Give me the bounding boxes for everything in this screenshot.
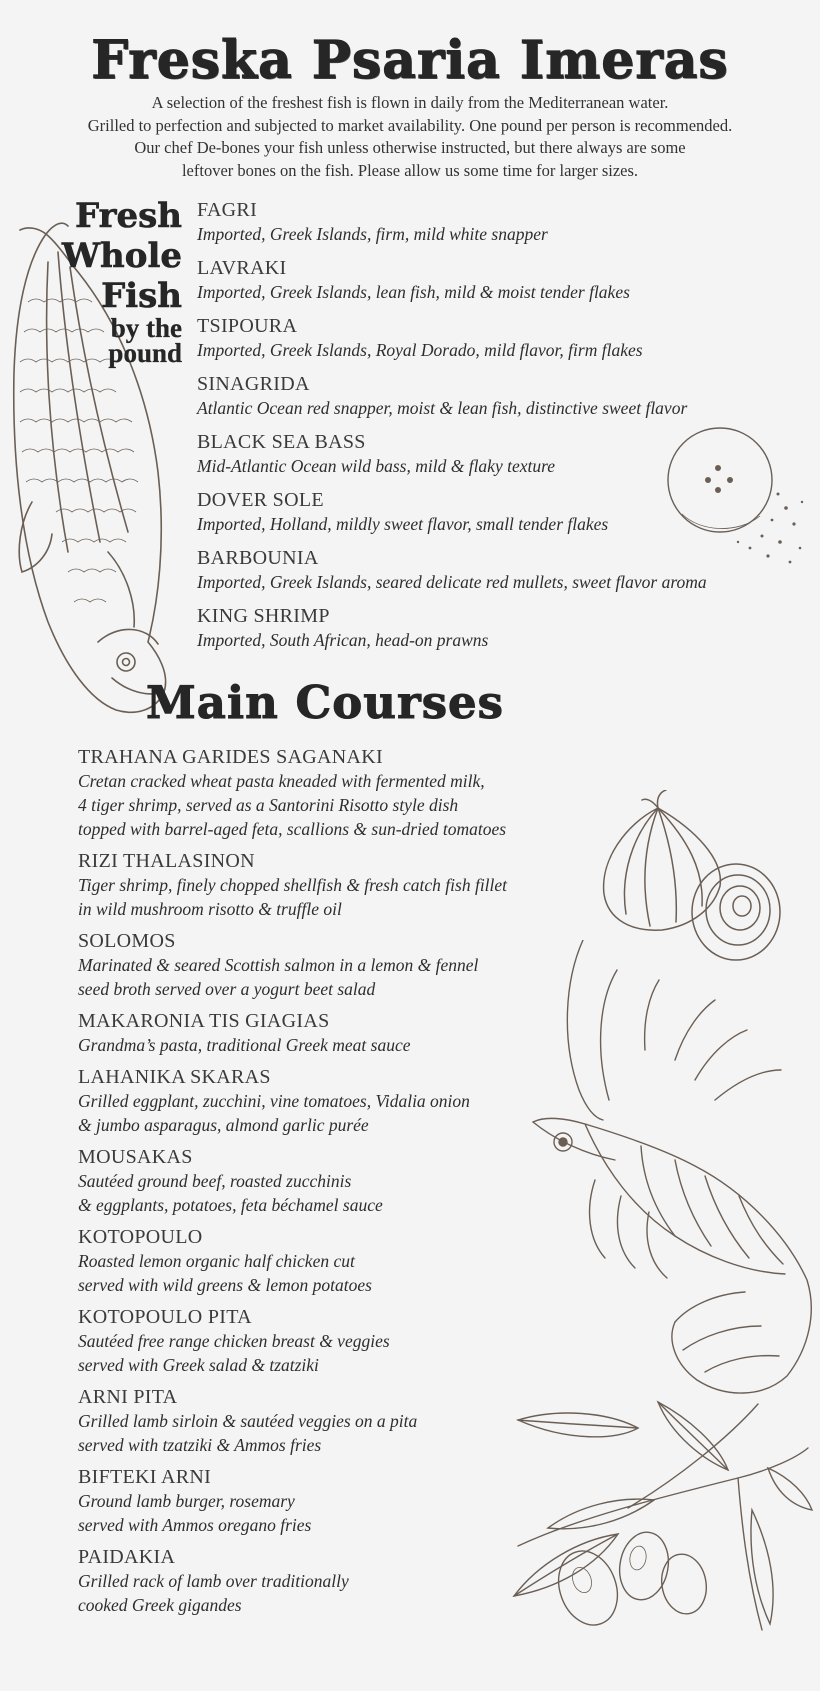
- fish-subtitle-line: pound: [108, 338, 182, 368]
- item-description: Sautéed free range chicken breast & veggies: [78, 1331, 390, 1351]
- fish-item: [197, 314, 817, 372]
- item-description: Grilled rack of lamb over traditionally: [78, 1571, 349, 1591]
- item-name: BARBOUNIA: [197, 547, 319, 569]
- item-description: 4 tiger shrimp, served as a Santorini Risotto style dish: [78, 795, 459, 815]
- item-description: Ground lamb burger, rosemary: [78, 1491, 295, 1511]
- item-description: seed broth served over a yogurt beet salad: [78, 979, 376, 999]
- item-name: LAHANIKA SKARAS: [78, 1066, 271, 1088]
- main-courses-title: Main Courses: [146, 676, 505, 729]
- fish-item: [197, 604, 817, 662]
- page-title: Freska Psaria Imeras: [91, 30, 729, 91]
- fish-item: [197, 372, 817, 430]
- item-description: Cretan cracked wheat pasta kneaded with fermented milk,: [78, 771, 485, 791]
- item-description: Grandma’s pasta, traditional Greek meat sauce: [78, 1035, 411, 1055]
- item-name: TRAHANA GARIDES SAGANAKI: [78, 746, 383, 768]
- item-description: Mid-Atlantic Ocean wild bass, mild & flaky texture: [197, 456, 556, 476]
- fish-item: [197, 256, 817, 314]
- fish-subtitle-line: by the: [110, 313, 182, 343]
- item-description: served with wild greens & lemon potatoes: [78, 1275, 372, 1295]
- fish-title-line: Whole: [61, 236, 182, 276]
- item-name: KING SHRIMP: [197, 605, 330, 627]
- item-name: KOTOPOULO: [78, 1226, 203, 1248]
- item-description: served with Greek salad & tzatziki: [78, 1355, 319, 1375]
- item-description: Grilled eggplant, zucchini, vine tomatoes, Vidalia onion: [78, 1091, 470, 1111]
- fish-item: [197, 198, 817, 256]
- item-name: PAIDAKIA: [78, 1546, 176, 1568]
- olive-branch-illustration: [508, 1398, 813, 1648]
- intro-line: leftover bones on the fish. Please allow us some time for larger sizes.: [181, 160, 639, 180]
- shrimp-illustration: [525, 940, 815, 1400]
- fish-title-line: Fish: [101, 276, 182, 316]
- item-name: BIFTEKI ARNI: [78, 1466, 212, 1488]
- item-description: Tiger shrimp, finely chopped shellfish & fresh catch fish fillet: [78, 875, 508, 895]
- salt-illustration: [660, 424, 810, 574]
- item-description: cooked Greek gigandes: [78, 1595, 242, 1615]
- item-description: Imported, Greek Islands, firm, mild white snapper: [197, 224, 548, 244]
- item-description: & eggplants, potatoes, feta béchamel sauce: [78, 1195, 383, 1215]
- item-name: ARNI PITA: [78, 1386, 178, 1408]
- item-description: Imported, Greek Islands, lean fish, mild & moist tender flakes: [197, 282, 630, 302]
- fish-title-line: Fresh: [75, 196, 182, 236]
- intro-line: Our chef De-bones your fish unless otherwise instructed, but there always are some: [134, 138, 686, 157]
- intro-line: A selection of the freshest fish is flown in daily from the Mediterranean water.: [151, 93, 669, 112]
- item-description: Roasted lemon organic half chicken cut: [78, 1251, 355, 1271]
- item-name: SOLOMOS: [78, 930, 176, 952]
- item-name: DOVER SOLE: [197, 489, 324, 511]
- item-description: & jumbo asparagus, almond garlic purée: [78, 1115, 369, 1135]
- fish-section-title: [62, 196, 182, 366]
- item-description: Imported, Greek Islands, Royal Dorado, mild flavor, firm flakes: [197, 340, 643, 360]
- item-description: served with Ammos oregano fries: [78, 1515, 312, 1535]
- item-name: SINAGRIDA: [197, 373, 310, 395]
- item-description: Imported, Greek Islands, seared delicate red mullets, sweet flavor aroma: [197, 572, 707, 592]
- item-name: MAKARONIA TIS GIAGIAS: [78, 1010, 330, 1032]
- item-name: KOTOPOULO PITA: [78, 1306, 252, 1328]
- item-description: served with tzatziki & Ammos fries: [78, 1435, 322, 1455]
- item-description: in wild mushroom risotto & truffle oil: [78, 899, 342, 919]
- item-name: FAGRI: [197, 199, 258, 221]
- item-description: Sautéed ground beef, roasted zucchinis: [78, 1171, 352, 1191]
- item-name: RIZI THALASINON: [78, 850, 255, 872]
- main-item: [78, 746, 618, 841]
- item-description: topped with barrel-aged feta, scallions & sun-dried tomatoes: [78, 819, 507, 839]
- item-description: Imported, Holland, mildly sweet flavor, small tender flakes: [197, 514, 609, 534]
- intro-text: [10, 92, 810, 182]
- item-name: LAVRAKI: [197, 257, 287, 279]
- item-name: MOUSAKAS: [78, 1146, 193, 1168]
- main-item: [78, 850, 618, 921]
- item-description: Marinated & seared Scottish salmon in a lemon & fennel: [78, 955, 479, 975]
- item-description: Atlantic Ocean red snapper, moist & lean fish, distinctive sweet flavor: [197, 398, 688, 418]
- item-description: Imported, South African, head-on prawns: [197, 630, 489, 650]
- intro-line: Grilled to perfection and subjected to market availability. One pound per person is recommended.: [87, 115, 733, 135]
- item-name: TSIPOURA: [197, 315, 298, 337]
- item-description: Grilled lamb sirloin & sautéed veggies on a pita: [78, 1411, 418, 1431]
- item-name: BLACK SEA BASS: [197, 431, 366, 453]
